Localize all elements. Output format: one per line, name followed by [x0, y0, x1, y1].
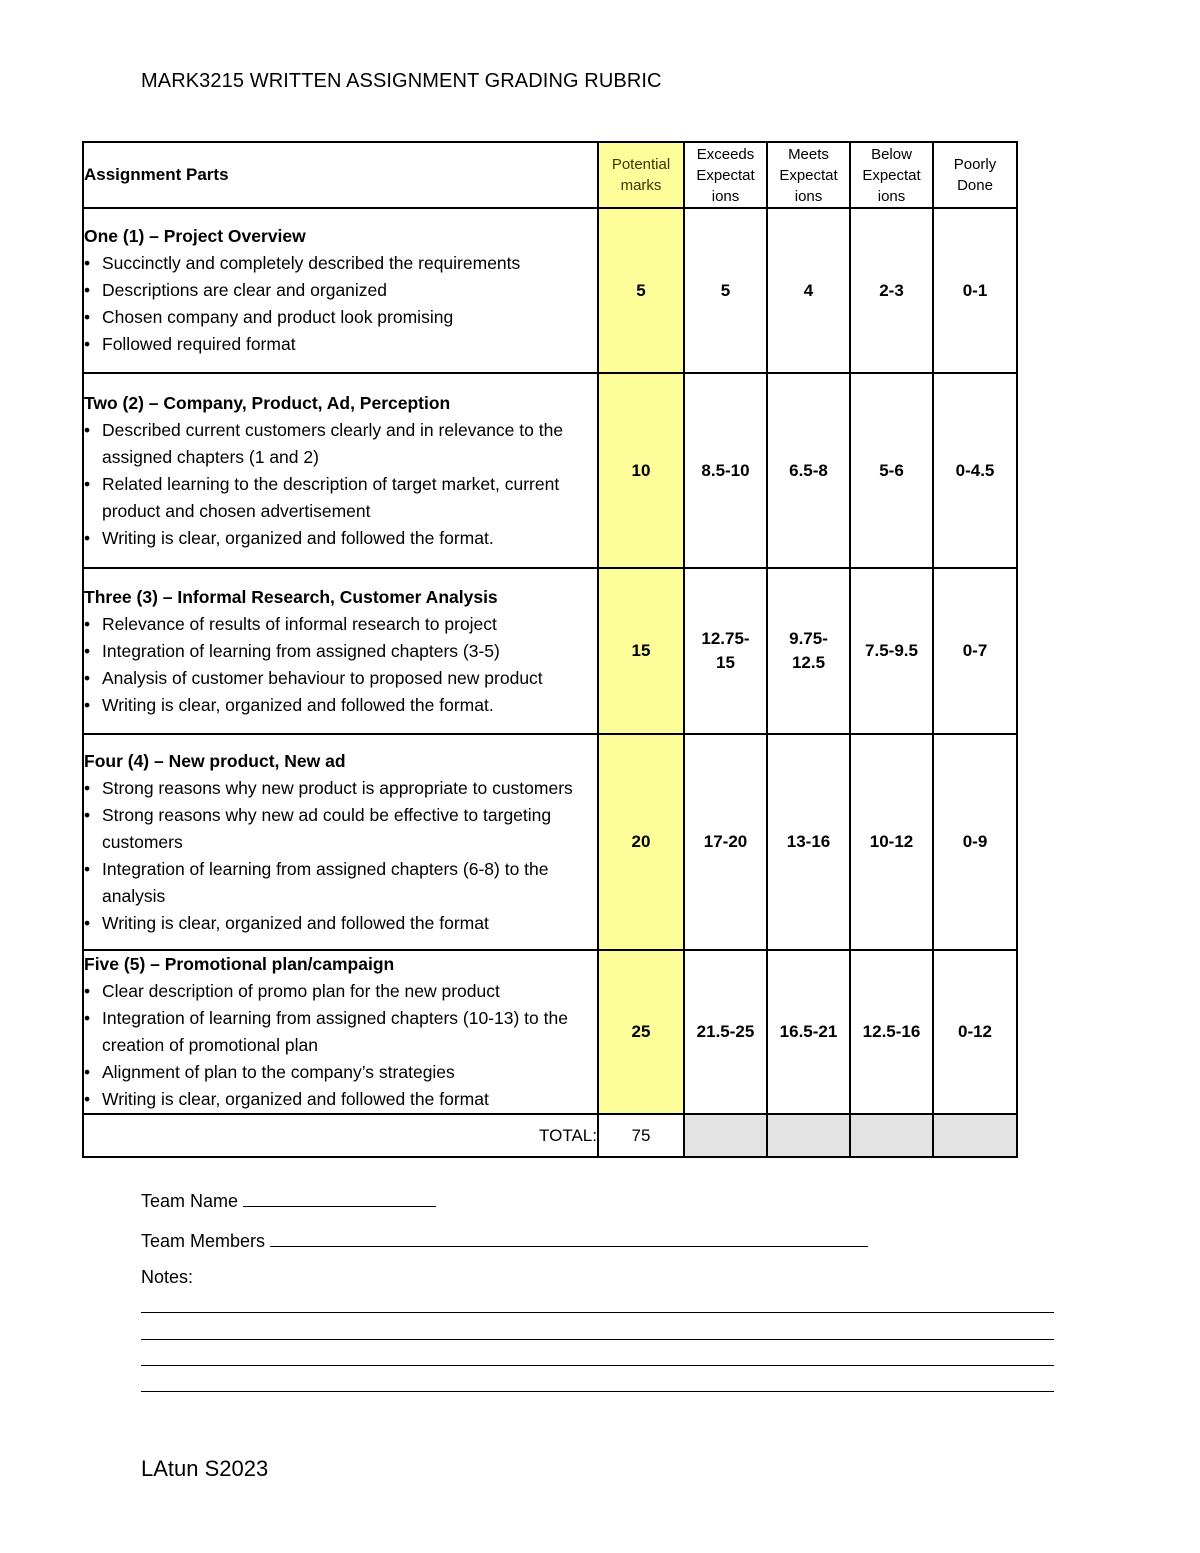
- exceeds-cell: 17-20: [684, 734, 767, 950]
- criterion: • Described current customers clearly and in relevance to the assigned chapters (1 and 2): [84, 417, 597, 471]
- criterion: • Writing is clear, organized and followed the format: [84, 910, 597, 937]
- exceeds-cell: 5: [684, 208, 767, 373]
- poorly-cell: 0-7: [933, 568, 1017, 734]
- team-members-label: Team Members: [141, 1231, 266, 1251]
- meets-cell: 13-16: [767, 734, 850, 950]
- potential-marks-cell: 20: [598, 734, 684, 950]
- poorly-cell: 0-1: [933, 208, 1017, 373]
- potential-marks-cell: 25: [598, 950, 684, 1114]
- below-cell: 10-12: [850, 734, 933, 950]
- below-cell: 5-6: [850, 373, 933, 568]
- potential-marks-cell: 10: [598, 373, 684, 568]
- criterion: • Strong reasons why new product is appropriate to customers: [84, 775, 597, 802]
- rubric-row-two: [83, 373, 1017, 568]
- notes-label: Notes:: [141, 1267, 194, 1287]
- part-description: [83, 568, 598, 734]
- total-shaded-cell: [850, 1114, 933, 1157]
- total-label: TOTAL:: [83, 1114, 598, 1157]
- rubric-row-one: [83, 208, 1017, 373]
- criterion: • Writing is clear, organized and followed the format.: [84, 525, 597, 552]
- part-title: Five (5) – Promotional plan/campaign: [84, 954, 395, 974]
- rubric-row-three: [83, 568, 1017, 734]
- notes-line[interactable]: [141, 1365, 1054, 1366]
- total-value: 75: [598, 1114, 684, 1157]
- team-name-field[interactable]: [243, 1188, 436, 1207]
- meets-cell: 9.75- 12.5: [767, 568, 850, 734]
- criteria-list: [84, 775, 597, 937]
- criterion: • Analysis of customer behaviour to proposed new product: [84, 665, 597, 692]
- criterion: • Writing is clear, organized and followed the format.: [84, 692, 597, 719]
- criterion: • Integration of learning from assigned chapters (10-13) to the creation of promotional plan: [84, 1005, 597, 1059]
- poorly-cell: 0-4.5: [933, 373, 1017, 568]
- total-shaded-cell: [933, 1114, 1017, 1157]
- criterion: • Relevance of results of informal research to project: [84, 611, 597, 638]
- exceeds-cell: 8.5-10: [684, 373, 767, 568]
- below-cell: 12.5-16: [850, 950, 933, 1114]
- header-meets-expectations: Meets Expectat ions: [767, 142, 850, 208]
- criterion: • Clear description of promo plan for the new product: [84, 978, 597, 1005]
- rubric-row-five: [83, 950, 1017, 1114]
- total-shaded-cell: [767, 1114, 850, 1157]
- header-potential-marks: Potential marks: [598, 142, 684, 208]
- exceeds-cell: 12.75- 15: [684, 568, 767, 734]
- poorly-cell: 0-9: [933, 734, 1017, 950]
- meets-cell: 16.5-21: [767, 950, 850, 1114]
- potential-marks-cell: 15: [598, 568, 684, 734]
- part-description: [83, 734, 598, 950]
- header-poorly-done: Poorly Done: [933, 142, 1017, 208]
- below-cell: 7.5-9.5: [850, 568, 933, 734]
- criterion: • Strong reasons why new ad could be effective to targeting customers: [84, 802, 597, 856]
- criteria-list: [84, 978, 597, 1113]
- criterion: • Related learning to the description of target market, current product and chosen advertisement: [84, 471, 597, 525]
- criteria-list: [84, 250, 597, 358]
- criterion: • Succinctly and completely described the requirements: [84, 250, 597, 277]
- team-name-line: [141, 1188, 436, 1212]
- grading-rubric-table: [82, 141, 1018, 1158]
- criterion: • Integration of learning from assigned chapters (3-5): [84, 638, 597, 665]
- part-title: Four (4) – New product, New ad: [84, 750, 346, 771]
- team-name-label: Team Name: [141, 1191, 239, 1211]
- total-row: [83, 1114, 1017, 1157]
- criterion: • Chosen company and product look promising: [84, 304, 597, 331]
- part-description: [83, 950, 598, 1114]
- header-below-expectations: Below Expectat ions: [850, 142, 933, 208]
- below-cell: 2-3: [850, 208, 933, 373]
- header-exceeds-expectations: Exceeds Expectat ions: [684, 142, 767, 208]
- criterion: • Alignment of plan to the company’s strategies: [84, 1059, 597, 1086]
- part-title: One (1) – Project Overview: [84, 226, 306, 246]
- meets-cell: 4: [767, 208, 850, 373]
- rubric-row-four: [83, 734, 1017, 950]
- document-title: MARK3215 WRITTEN ASSIGNMENT GRADING RUBRIC: [141, 70, 662, 92]
- criteria-list: [84, 611, 597, 719]
- criterion: • Descriptions are clear and organized: [84, 277, 597, 304]
- notes-line[interactable]: [141, 1339, 1054, 1340]
- criterion: • Followed required format: [84, 331, 597, 358]
- criteria-list: [84, 417, 597, 552]
- potential-marks-cell: 5: [598, 208, 684, 373]
- part-title: Two (2) – Company, Product, Ad, Perception: [84, 392, 451, 413]
- header-row: [83, 142, 1017, 208]
- meets-cell: 6.5-8: [767, 373, 850, 568]
- notes-line[interactable]: [141, 1312, 1054, 1313]
- notes-line[interactable]: [141, 1391, 1054, 1392]
- criterion: • Integration of learning from assigned chapters (6-8) to the analysis: [84, 856, 597, 910]
- part-description: [83, 208, 598, 373]
- part-title: Three (3) – Informal Research, Customer Analysis: [84, 586, 498, 607]
- footer-author-term: LAtun S2023: [141, 1456, 269, 1481]
- exceeds-cell: 21.5-25: [684, 950, 767, 1114]
- total-shaded-cell: [684, 1114, 767, 1157]
- header-assignment-parts: Assignment Parts: [83, 142, 598, 208]
- team-members-field[interactable]: [270, 1228, 868, 1247]
- criterion: • Writing is clear, organized and followed the format: [84, 1086, 597, 1113]
- poorly-cell: 0-12: [933, 950, 1017, 1114]
- team-members-line: [141, 1228, 868, 1252]
- part-description: [83, 373, 598, 568]
